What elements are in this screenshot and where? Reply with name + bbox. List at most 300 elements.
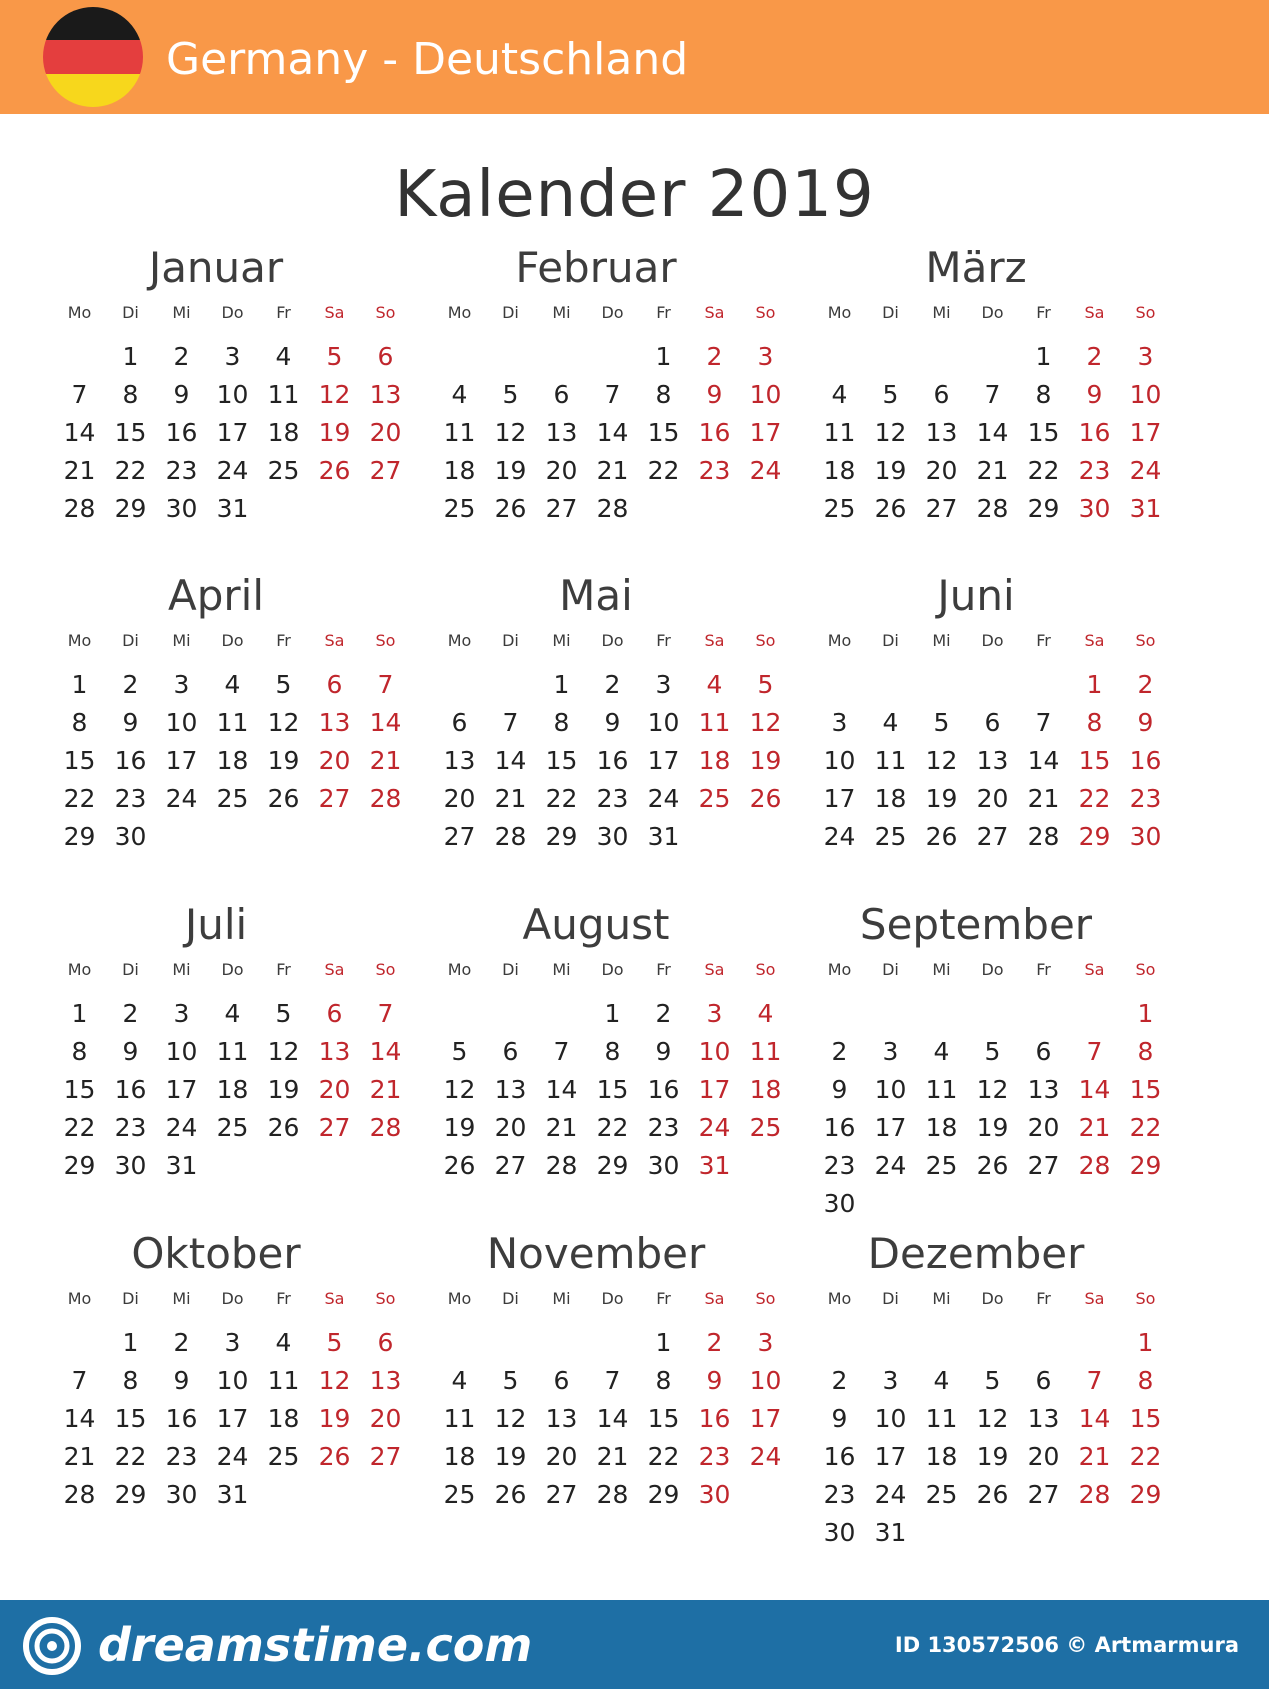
day-cell: 10 xyxy=(1129,380,1162,409)
day-cell: 27 xyxy=(318,784,351,813)
month-days-grid xyxy=(434,628,794,856)
empty-cell xyxy=(814,1324,865,1362)
weekday-label: Mo xyxy=(447,960,472,979)
day-cell: 28 xyxy=(1027,822,1060,851)
empty-cell xyxy=(536,338,587,376)
month-7 xyxy=(428,897,788,1197)
day-cell: 29 xyxy=(1078,822,1111,851)
empty-cell xyxy=(485,1324,536,1362)
day-cell: 13 xyxy=(1027,1404,1060,1433)
day-cell: 18 xyxy=(267,1404,300,1433)
day-cell: 21 xyxy=(369,746,402,775)
day-cell: 18 xyxy=(698,746,731,775)
weekday-label: Sa xyxy=(1084,631,1105,650)
day-cell: 3 xyxy=(655,670,672,699)
day-cell: 5 xyxy=(984,1037,1001,1066)
footer-bar xyxy=(0,1600,1269,1689)
day-cell: 8 xyxy=(1137,1366,1154,1395)
day-cell: 12 xyxy=(925,746,958,775)
day-cell: 20 xyxy=(976,784,1009,813)
day-cell: 21 xyxy=(63,456,96,485)
weekday-label: Mo xyxy=(827,1289,852,1308)
day-cell: 31 xyxy=(165,1151,198,1180)
month-5 xyxy=(808,568,1168,868)
month-days-grid xyxy=(434,300,794,528)
weekday-label: Fr xyxy=(276,303,291,322)
day-cell: 21 xyxy=(1078,1442,1111,1471)
day-cell: 1 xyxy=(1086,670,1103,699)
day-cell: 15 xyxy=(596,1075,629,1104)
weekday-label: Mo xyxy=(827,960,852,979)
day-cell: 23 xyxy=(114,784,147,813)
day-cell: 23 xyxy=(1129,784,1162,813)
footer-brand[interactable]: dreamstime.com xyxy=(98,1618,533,1672)
day-cell: 11 xyxy=(443,418,476,447)
day-cell: 17 xyxy=(749,1404,782,1433)
weekday-label: Fr xyxy=(656,631,671,650)
day-cell: 30 xyxy=(596,822,629,851)
day-cell: 28 xyxy=(1078,1480,1111,1509)
month-name: Juni xyxy=(937,571,1015,620)
weekday-label: Di xyxy=(122,1289,139,1308)
weekday-label: Sa xyxy=(704,631,725,650)
day-cell: 9 xyxy=(122,1037,139,1066)
day-cell: 6 xyxy=(326,999,343,1028)
day-cell: 27 xyxy=(976,822,1009,851)
day-cell: 29 xyxy=(1129,1151,1162,1180)
weekday-label: Di xyxy=(122,303,139,322)
day-cell: 13 xyxy=(443,746,476,775)
day-cell: 22 xyxy=(1027,456,1060,485)
day-cell: 19 xyxy=(318,418,351,447)
day-cell: 9 xyxy=(173,380,190,409)
day-cell: 18 xyxy=(443,456,476,485)
day-cell: 7 xyxy=(502,708,519,737)
weekday-label: Mi xyxy=(172,960,191,979)
month-name: November xyxy=(486,1229,706,1278)
empty-cell xyxy=(587,1324,638,1362)
weekday-label: Do xyxy=(221,303,244,322)
weekday-label: So xyxy=(375,1289,396,1308)
day-cell: 6 xyxy=(502,1037,519,1066)
day-cell: 26 xyxy=(494,494,527,523)
day-cell: 24 xyxy=(216,456,249,485)
day-cell: 19 xyxy=(443,1113,476,1142)
day-cell: 4 xyxy=(882,708,899,737)
day-cell: 4 xyxy=(451,380,468,409)
day-cell: 20 xyxy=(925,456,958,485)
day-cell: 23 xyxy=(165,456,198,485)
day-cell: 24 xyxy=(165,1113,198,1142)
day-cell: 7 xyxy=(71,1366,88,1395)
day-cell: 11 xyxy=(925,1075,958,1104)
day-cell: 28 xyxy=(369,1113,402,1142)
day-cell: 13 xyxy=(976,746,1009,775)
day-cell: 3 xyxy=(706,999,723,1028)
day-cell: 30 xyxy=(165,1480,198,1509)
day-cell: 9 xyxy=(706,1366,723,1395)
day-cell: 29 xyxy=(596,1151,629,1180)
month-days-grid xyxy=(814,1286,1174,1552)
day-cell: 28 xyxy=(63,1480,96,1509)
day-cell: 12 xyxy=(749,708,782,737)
day-cell: 5 xyxy=(275,670,292,699)
day-cell: 15 xyxy=(63,746,96,775)
day-cell: 17 xyxy=(647,746,680,775)
day-cell: 9 xyxy=(655,1037,672,1066)
day-cell: 17 xyxy=(874,1442,907,1471)
month-6 xyxy=(48,897,408,1197)
day-cell: 30 xyxy=(698,1480,731,1509)
weekday-label: Di xyxy=(502,303,519,322)
day-cell: 13 xyxy=(318,708,351,737)
month-name: April xyxy=(168,571,264,620)
day-cell: 30 xyxy=(1129,822,1162,851)
day-cell: 22 xyxy=(114,456,147,485)
weekday-label: Mi xyxy=(932,1289,951,1308)
month-days-grid xyxy=(814,300,1174,528)
day-cell: 5 xyxy=(882,380,899,409)
day-cell: 22 xyxy=(114,1442,147,1471)
header-title: Germany - Deutschland xyxy=(166,34,689,85)
weekday-label: Di xyxy=(882,303,899,322)
day-cell: 16 xyxy=(165,418,198,447)
weekday-label: Mo xyxy=(67,631,92,650)
weekday-label: So xyxy=(1135,631,1156,650)
day-cell: 3 xyxy=(882,1037,899,1066)
empty-cell xyxy=(916,1324,967,1362)
day-cell: 6 xyxy=(451,708,468,737)
day-cell: 29 xyxy=(1129,1480,1162,1509)
day-cell: 11 xyxy=(874,746,907,775)
day-cell: 7 xyxy=(604,1366,621,1395)
weekday-label: Fr xyxy=(1036,303,1051,322)
day-cell: 6 xyxy=(553,380,570,409)
empty-cell xyxy=(1018,1324,1069,1362)
weekday-label: Sa xyxy=(1084,303,1105,322)
day-cell: 6 xyxy=(377,1328,394,1357)
weekday-label: Mo xyxy=(827,631,852,650)
day-cell: 8 xyxy=(1035,380,1052,409)
day-cell: 5 xyxy=(451,1037,468,1066)
day-cell: 26 xyxy=(976,1480,1009,1509)
month-name: Dezember xyxy=(867,1229,1085,1278)
day-cell: 24 xyxy=(1129,456,1162,485)
empty-cell xyxy=(485,338,536,376)
empty-cell xyxy=(587,338,638,376)
day-cell: 31 xyxy=(874,1518,907,1547)
day-cell: 4 xyxy=(451,1366,468,1395)
day-cell: 23 xyxy=(596,784,629,813)
day-cell: 13 xyxy=(369,1366,402,1395)
day-cell: 28 xyxy=(596,1480,629,1509)
day-cell: 2 xyxy=(831,1366,848,1395)
day-cell: 28 xyxy=(596,494,629,523)
weekday-label: Do xyxy=(601,960,624,979)
weekday-label: Fr xyxy=(656,1289,671,1308)
day-cell: 26 xyxy=(318,1442,351,1471)
day-cell: 17 xyxy=(216,1404,249,1433)
day-cell: 10 xyxy=(165,1037,198,1066)
day-cell: 7 xyxy=(1086,1037,1103,1066)
day-cell: 30 xyxy=(114,822,147,851)
day-cell: 20 xyxy=(443,784,476,813)
empty-cell xyxy=(434,666,485,704)
weekday-label: Do xyxy=(221,1289,244,1308)
weekday-label: Do xyxy=(981,303,1004,322)
empty-cell xyxy=(967,666,1018,704)
day-cell: 19 xyxy=(976,1442,1009,1471)
weekday-label: Sa xyxy=(324,631,345,650)
month-10 xyxy=(428,1226,788,1526)
day-cell: 8 xyxy=(122,1366,139,1395)
day-cell: 14 xyxy=(596,1404,629,1433)
day-cell: 12 xyxy=(976,1404,1009,1433)
day-cell: 24 xyxy=(165,784,198,813)
empty-cell xyxy=(916,995,967,1033)
day-cell: 5 xyxy=(984,1366,1001,1395)
weekday-label: Mi xyxy=(552,631,571,650)
day-cell: 4 xyxy=(224,670,241,699)
month-8 xyxy=(808,897,1168,1218)
day-cell: 24 xyxy=(874,1151,907,1180)
day-cell: 10 xyxy=(647,708,680,737)
weekday-label: Di xyxy=(882,960,899,979)
day-cell: 10 xyxy=(216,380,249,409)
day-cell: 23 xyxy=(1078,456,1111,485)
day-cell: 20 xyxy=(318,746,351,775)
day-cell: 18 xyxy=(443,1442,476,1471)
month-days-grid xyxy=(54,628,414,856)
weekday-label: Fr xyxy=(656,960,671,979)
day-cell: 27 xyxy=(545,494,578,523)
day-cell: 14 xyxy=(369,708,402,737)
weekday-label: Di xyxy=(122,960,139,979)
day-cell: 2 xyxy=(604,670,621,699)
day-cell: 6 xyxy=(933,380,950,409)
day-cell: 2 xyxy=(1137,670,1154,699)
day-cell: 4 xyxy=(275,1328,292,1357)
month-days-grid xyxy=(814,957,1174,1223)
day-cell: 19 xyxy=(318,1404,351,1433)
day-cell: 26 xyxy=(494,1480,527,1509)
day-cell: 8 xyxy=(71,708,88,737)
empty-cell xyxy=(54,1324,105,1362)
day-cell: 10 xyxy=(698,1037,731,1066)
day-cell: 25 xyxy=(874,822,907,851)
day-cell: 14 xyxy=(369,1037,402,1066)
day-cell: 30 xyxy=(823,1189,856,1218)
day-cell: 29 xyxy=(63,1151,96,1180)
day-cell: 16 xyxy=(596,746,629,775)
day-cell: 16 xyxy=(698,1404,731,1433)
day-cell: 17 xyxy=(749,418,782,447)
day-cell: 13 xyxy=(369,380,402,409)
day-cell: 15 xyxy=(1129,1404,1162,1433)
day-cell: 25 xyxy=(443,1480,476,1509)
day-cell: 16 xyxy=(698,418,731,447)
day-cell: 25 xyxy=(267,1442,300,1471)
day-cell: 17 xyxy=(165,746,198,775)
day-cell: 8 xyxy=(122,380,139,409)
weekday-label: Mo xyxy=(447,631,472,650)
day-cell: 21 xyxy=(976,456,1009,485)
day-cell: 21 xyxy=(1027,784,1060,813)
month-1 xyxy=(428,240,788,540)
day-cell: 24 xyxy=(749,456,782,485)
weekday-label: Do xyxy=(601,303,624,322)
day-cell: 1 xyxy=(122,342,139,371)
day-cell: 14 xyxy=(63,1404,96,1433)
germany-flag-icon xyxy=(43,7,143,107)
day-cell: 3 xyxy=(1137,342,1154,371)
day-cell: 12 xyxy=(267,1037,300,1066)
day-cell: 11 xyxy=(267,1366,300,1395)
day-cell: 10 xyxy=(874,1075,907,1104)
day-cell: 11 xyxy=(216,1037,249,1066)
day-cell: 8 xyxy=(1137,1037,1154,1066)
day-cell: 3 xyxy=(173,670,190,699)
day-cell: 28 xyxy=(63,494,96,523)
day-cell: 8 xyxy=(655,380,672,409)
weekday-label: Di xyxy=(882,631,899,650)
day-cell: 2 xyxy=(706,1328,723,1357)
day-cell: 29 xyxy=(114,494,147,523)
day-cell: 15 xyxy=(545,746,578,775)
day-cell: 10 xyxy=(823,746,856,775)
weekday-label: Sa xyxy=(324,303,345,322)
day-cell: 5 xyxy=(502,380,519,409)
day-cell: 23 xyxy=(698,1442,731,1471)
weekday-label: Di xyxy=(502,1289,519,1308)
day-cell: 30 xyxy=(823,1518,856,1547)
day-cell: 28 xyxy=(976,494,1009,523)
day-cell: 31 xyxy=(216,1480,249,1509)
day-cell: 12 xyxy=(494,1404,527,1433)
day-cell: 1 xyxy=(1137,999,1154,1028)
month-days-grid xyxy=(434,957,794,1185)
empty-cell xyxy=(865,995,916,1033)
weekday-label: Fr xyxy=(1036,960,1051,979)
empty-cell xyxy=(814,666,865,704)
empty-cell xyxy=(865,338,916,376)
day-cell: 16 xyxy=(823,1113,856,1142)
empty-cell xyxy=(536,1324,587,1362)
day-cell: 23 xyxy=(165,1442,198,1471)
weekday-label: Di xyxy=(122,631,139,650)
day-cell: 9 xyxy=(122,708,139,737)
day-cell: 6 xyxy=(1035,1037,1052,1066)
day-cell: 12 xyxy=(318,380,351,409)
day-cell: 22 xyxy=(63,1113,96,1142)
month-3 xyxy=(48,568,408,868)
day-cell: 26 xyxy=(267,784,300,813)
day-cell: 22 xyxy=(545,784,578,813)
day-cell: 6 xyxy=(553,1366,570,1395)
day-cell: 20 xyxy=(545,1442,578,1471)
month-name: Mai xyxy=(559,571,633,620)
month-11 xyxy=(808,1226,1168,1547)
weekday-label: Mi xyxy=(932,960,951,979)
weekday-label: So xyxy=(1135,960,1156,979)
day-cell: 26 xyxy=(925,822,958,851)
day-cell: 15 xyxy=(1078,746,1111,775)
weekday-label: Mi xyxy=(552,960,571,979)
day-cell: 29 xyxy=(114,1480,147,1509)
day-cell: 2 xyxy=(706,342,723,371)
weekday-label: Do xyxy=(601,631,624,650)
weekday-label: Fr xyxy=(656,303,671,322)
day-cell: 18 xyxy=(216,1075,249,1104)
day-cell: 26 xyxy=(976,1151,1009,1180)
weekday-label: Sa xyxy=(704,303,725,322)
day-cell: 2 xyxy=(122,999,139,1028)
weekday-label: Fr xyxy=(276,960,291,979)
weekday-label: So xyxy=(375,631,396,650)
day-cell: 21 xyxy=(369,1075,402,1104)
empty-cell xyxy=(814,995,865,1033)
day-cell: 9 xyxy=(831,1404,848,1433)
day-cell: 15 xyxy=(647,1404,680,1433)
weekday-label: Fr xyxy=(1036,1289,1051,1308)
day-cell: 8 xyxy=(1086,708,1103,737)
day-cell: 3 xyxy=(757,342,774,371)
day-cell: 20 xyxy=(1027,1442,1060,1471)
day-cell: 20 xyxy=(1027,1113,1060,1142)
weekday-label: So xyxy=(1135,303,1156,322)
day-cell: 31 xyxy=(647,822,680,851)
day-cell: 13 xyxy=(494,1075,527,1104)
day-cell: 19 xyxy=(925,784,958,813)
month-days-grid xyxy=(434,1286,794,1514)
day-cell: 17 xyxy=(698,1075,731,1104)
day-cell: 9 xyxy=(1086,380,1103,409)
day-cell: 17 xyxy=(874,1113,907,1142)
weekday-label: Mi xyxy=(932,631,951,650)
day-cell: 15 xyxy=(63,1075,96,1104)
day-cell: 18 xyxy=(874,784,907,813)
month-9 xyxy=(48,1226,408,1526)
month-name: Oktober xyxy=(131,1229,301,1278)
weekday-label: Do xyxy=(221,631,244,650)
day-cell: 29 xyxy=(647,1480,680,1509)
day-cell: 11 xyxy=(749,1037,782,1066)
day-cell: 7 xyxy=(377,999,394,1028)
day-cell: 3 xyxy=(882,1366,899,1395)
day-cell: 4 xyxy=(275,342,292,371)
day-cell: 22 xyxy=(647,456,680,485)
day-cell: 1 xyxy=(655,1328,672,1357)
day-cell: 16 xyxy=(647,1075,680,1104)
day-cell: 26 xyxy=(267,1113,300,1142)
day-cell: 27 xyxy=(1027,1480,1060,1509)
day-cell: 17 xyxy=(823,784,856,813)
day-cell: 9 xyxy=(706,380,723,409)
weekday-label: So xyxy=(755,1289,776,1308)
day-cell: 14 xyxy=(596,418,629,447)
empty-cell xyxy=(916,666,967,704)
day-cell: 11 xyxy=(267,380,300,409)
day-cell: 10 xyxy=(749,380,782,409)
weekday-label: Sa xyxy=(704,1289,725,1308)
day-cell: 10 xyxy=(749,1366,782,1395)
day-cell: 28 xyxy=(369,784,402,813)
empty-cell xyxy=(865,1324,916,1362)
day-cell: 19 xyxy=(874,456,907,485)
day-cell: 1 xyxy=(655,342,672,371)
month-name: März xyxy=(925,243,1027,292)
day-cell: 18 xyxy=(749,1075,782,1104)
